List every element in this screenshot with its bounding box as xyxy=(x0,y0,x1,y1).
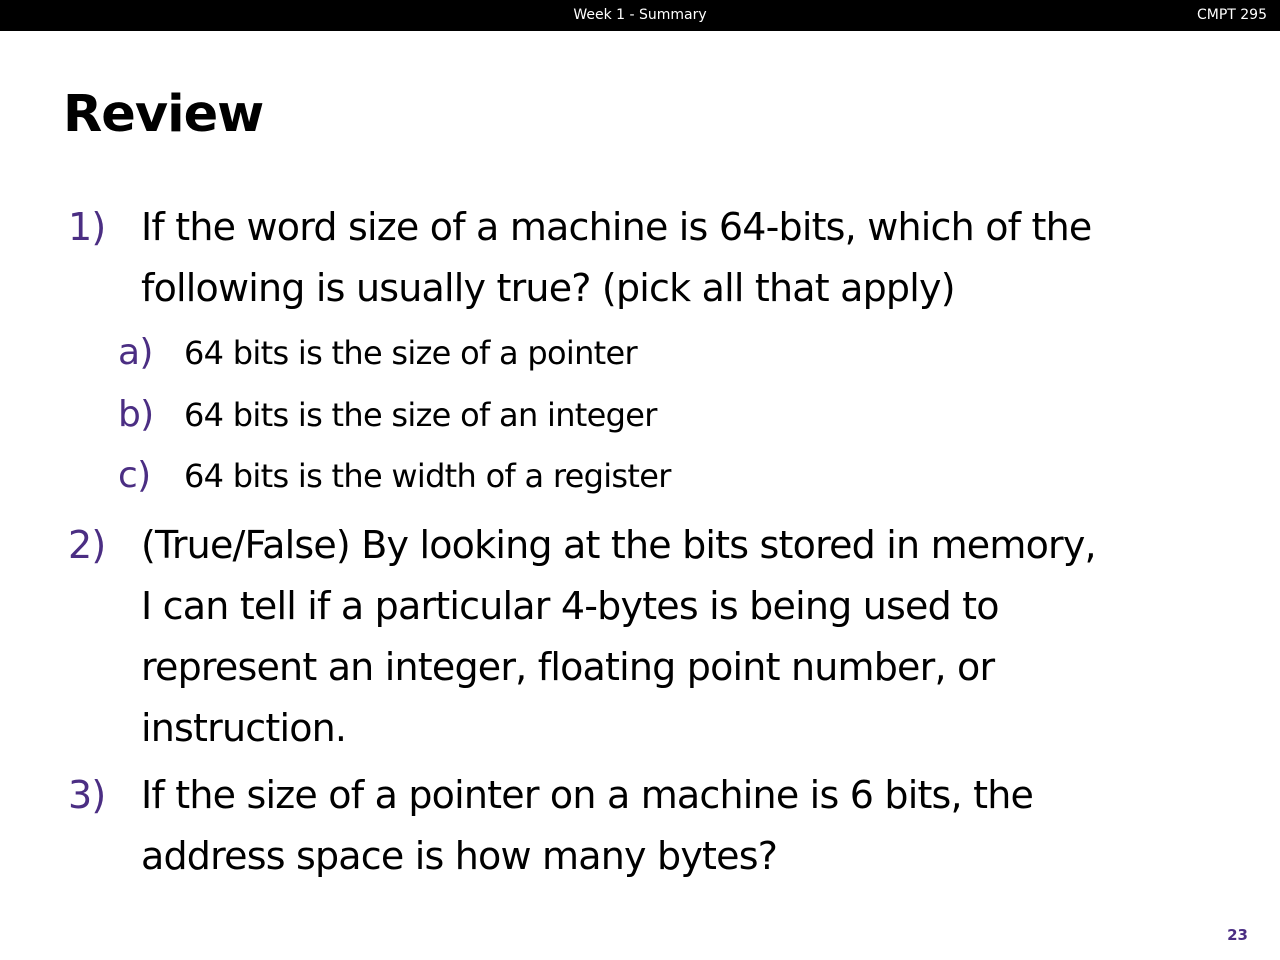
page-number: 23 xyxy=(1227,926,1248,944)
option-text: 64 bits is the size of an integer xyxy=(184,396,657,434)
option-letter: b) xyxy=(118,394,154,435)
question-number: 2) xyxy=(68,523,106,567)
question-number: 3) xyxy=(68,773,106,817)
slide-title: Review xyxy=(63,85,264,144)
option-letter: a) xyxy=(118,332,153,373)
option-letter: c) xyxy=(118,455,151,496)
option-text: 64 bits is the size of a pointer xyxy=(184,334,637,372)
header-bar xyxy=(0,0,1280,31)
question-text: If the size of a pointer on a machine is 6 bits, the address space is how many bytes? xyxy=(141,773,1034,878)
question-number: 1) xyxy=(68,205,106,249)
question-text: If the word size of a machine is 64-bits, which of the following is usually true? (pick all that apply) xyxy=(141,205,1092,310)
course-label: CMPT 295 xyxy=(1196,7,1267,23)
question-text: (True/False) By looking at the bits stored in memory, I can tell if a particular 4-bytes is being used to represent an integer, floating point number, or instruction. xyxy=(141,523,1096,750)
header-title: Week 1 - Summary xyxy=(573,7,707,23)
option-text: 64 bits is the width of a register xyxy=(184,457,671,495)
